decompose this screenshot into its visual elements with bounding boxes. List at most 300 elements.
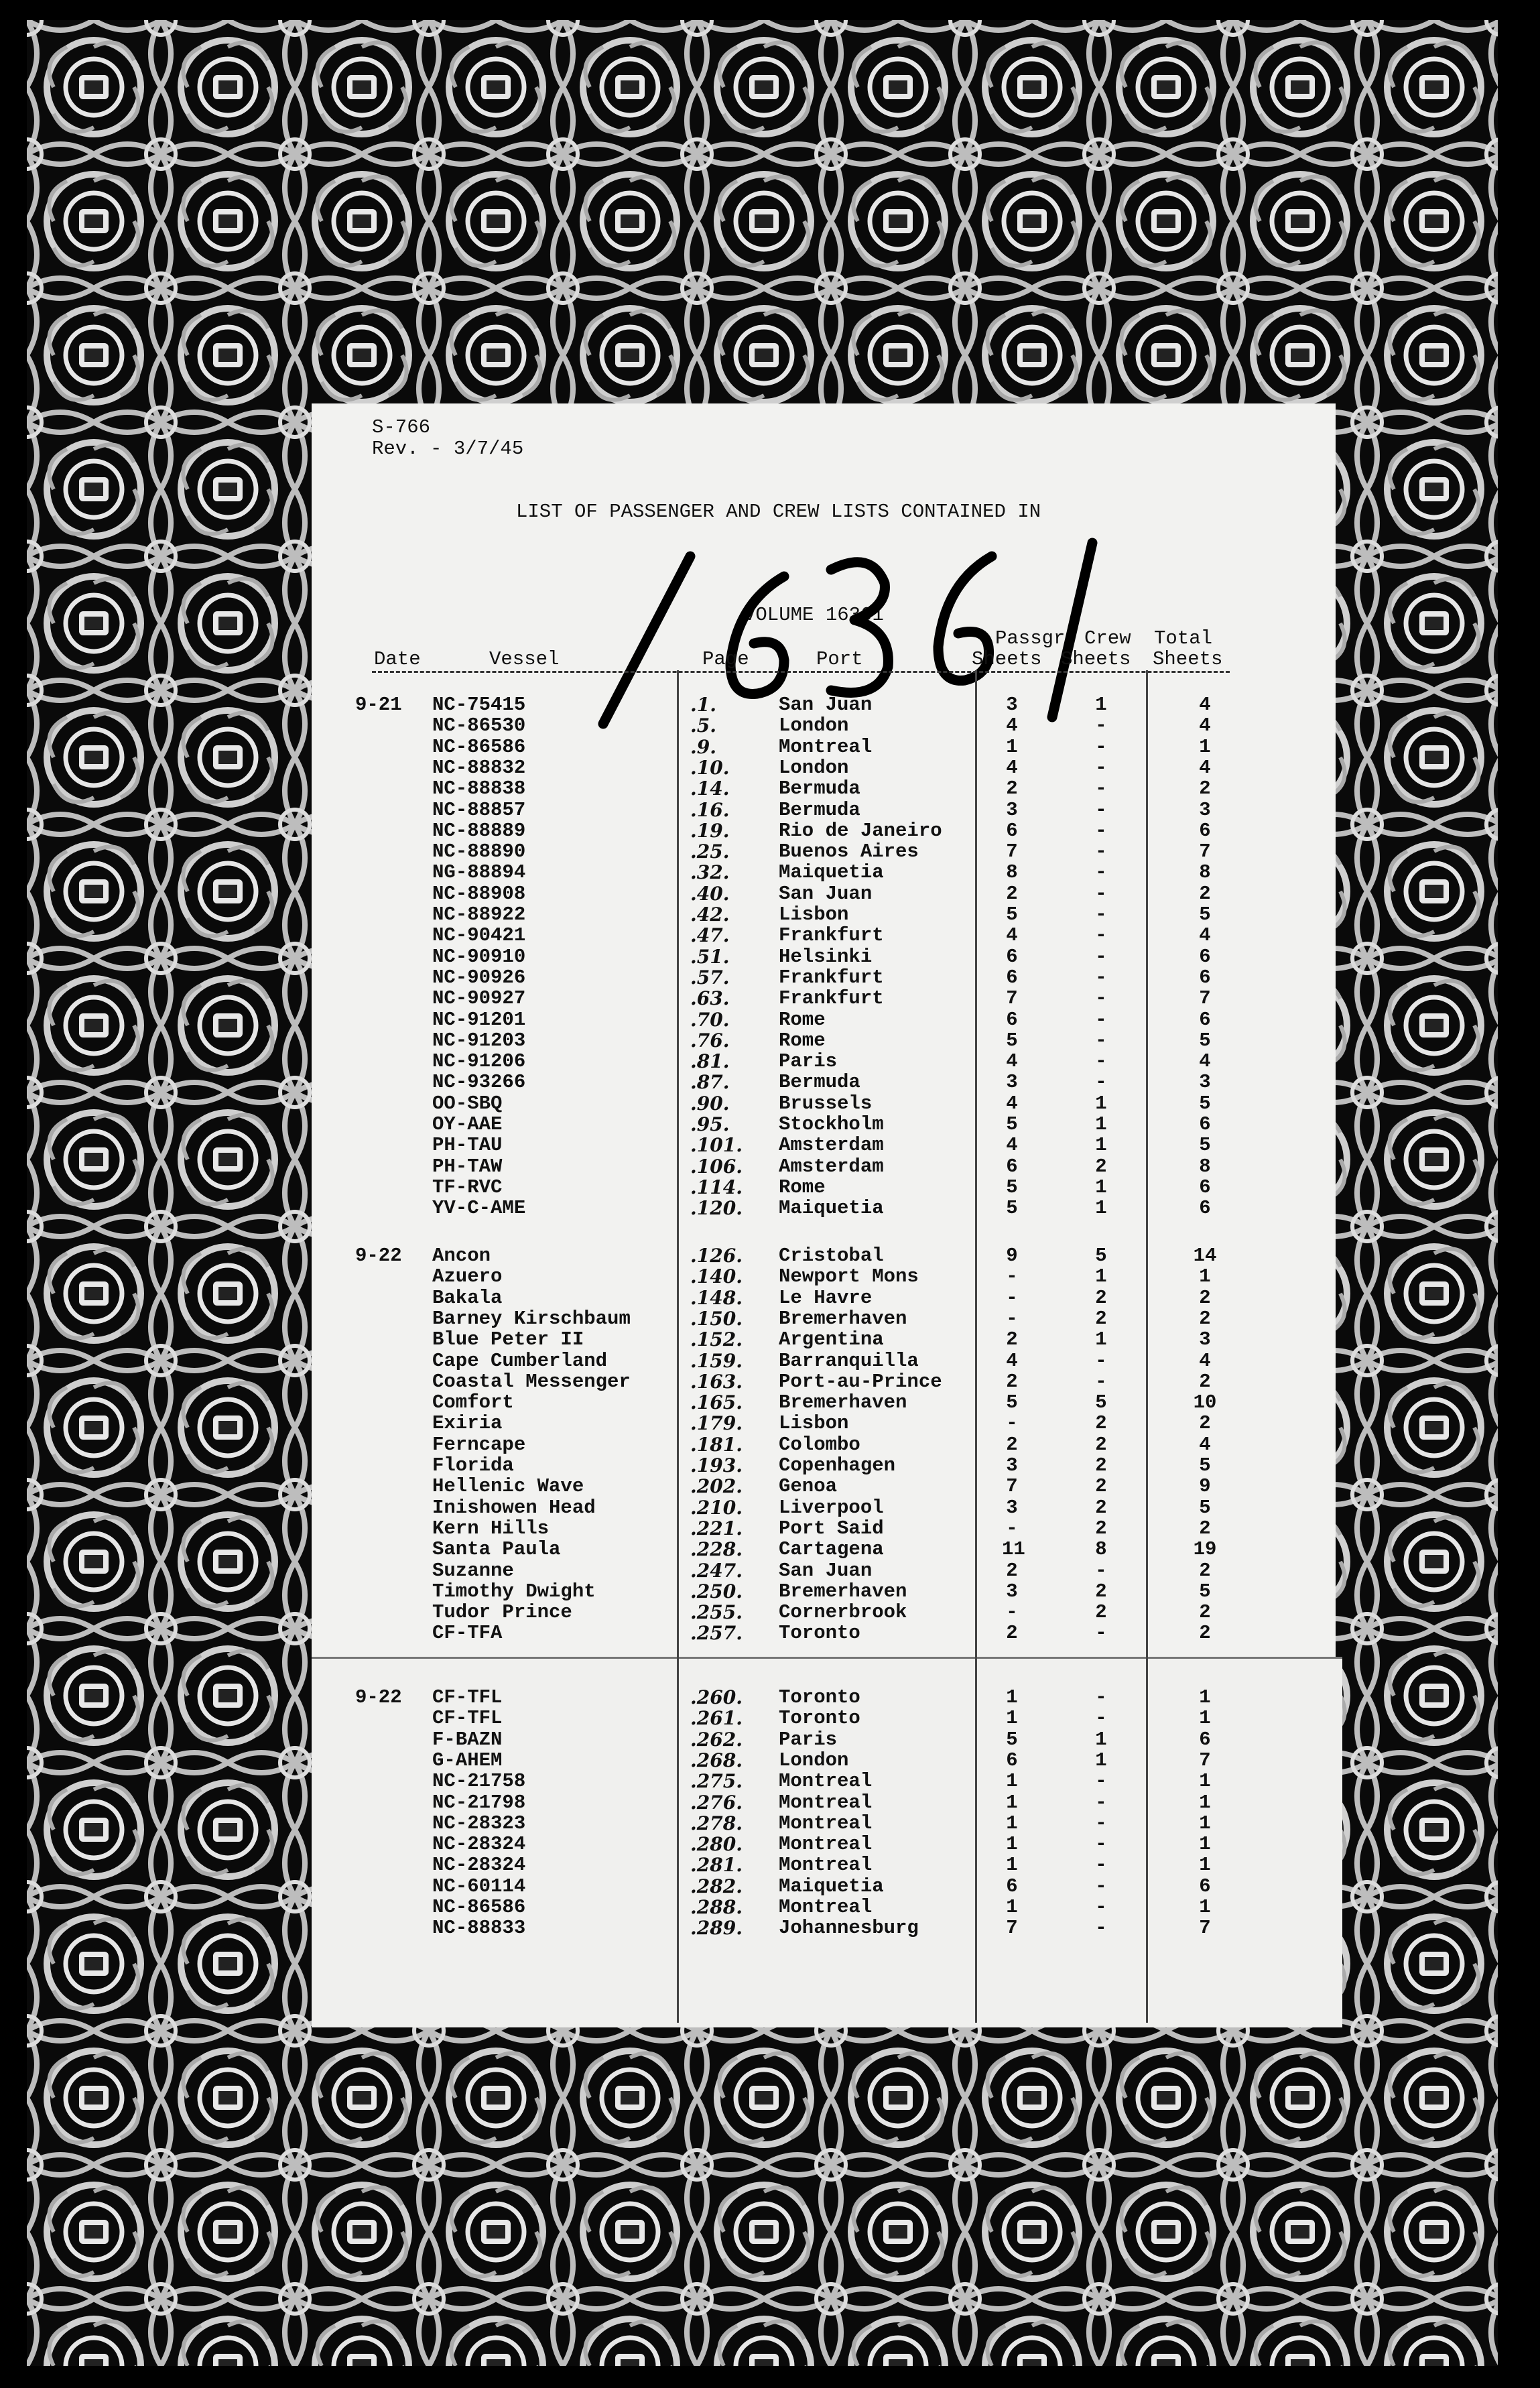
column-header-vessel: Vessel (489, 648, 560, 670)
page-number: .76. (690, 1029, 730, 1052)
vessel-name: NC-88908 (432, 882, 526, 905)
header-rule (372, 671, 1230, 673)
crew-sheets: 2 (1095, 1454, 1107, 1476)
page-number: .250. (690, 1580, 743, 1603)
page-number: .152. (690, 1328, 743, 1351)
crew-sheets: - (1095, 1770, 1107, 1793)
passenger-sheets: - (1006, 1307, 1018, 1330)
page-number: .210. (690, 1496, 743, 1519)
page-number: .260. (690, 1686, 743, 1708)
total-sheets: 2 (1199, 777, 1211, 800)
crew-sheets: - (1095, 1559, 1107, 1582)
table-row (0, 1113, 1211, 1135)
table-row (0, 1307, 1211, 1330)
vessel-name: NC-86586 (432, 1896, 526, 1918)
vessel-name: NC-90926 (432, 966, 526, 989)
page-number: .268. (690, 1749, 743, 1771)
page-number: .87. (690, 1071, 730, 1094)
table-row (0, 1265, 1211, 1288)
total-sheets: 5 (1199, 1092, 1211, 1115)
crew-sheets: - (1095, 861, 1107, 884)
vessel-name: PH-TAW (432, 1155, 503, 1178)
table-row (0, 1917, 1211, 1940)
table-row (0, 1245, 1217, 1267)
table-row (0, 1896, 1211, 1918)
table-row (0, 1559, 1211, 1582)
passenger-sheets: 7 (1006, 987, 1018, 1010)
total-sheets: 1 (1199, 1833, 1211, 1856)
passenger-sheets: 3 (1006, 798, 1018, 821)
table-row (0, 1349, 1211, 1372)
total-sheets: 4 (1199, 714, 1211, 737)
page-number: .47. (690, 924, 730, 947)
crew-sheets: - (1095, 987, 1107, 1010)
total-sheets: 1 (1199, 1896, 1211, 1918)
page-number: .25. (690, 840, 730, 863)
vessel-name: NC-91203 (432, 1029, 526, 1052)
port-name: Argentina (779, 1328, 884, 1351)
passenger-sheets: 1 (1006, 1707, 1018, 1730)
vessel-name: Kern Hills (432, 1517, 550, 1539)
page-number: .261. (690, 1707, 743, 1730)
page-number: .19. (690, 819, 730, 842)
table-row (0, 1092, 1211, 1115)
vessel-name: Barney Kirschbaum (432, 1307, 631, 1330)
crew-sheets: - (1095, 777, 1107, 800)
page-number: .1. (690, 694, 716, 716)
port-name: Johannesburg (779, 1917, 919, 1940)
passenger-sheets: 2 (1006, 1328, 1018, 1351)
table-row (0, 1707, 1211, 1730)
vessel-name: NC-88890 (432, 840, 526, 863)
crew-sheets: - (1095, 1791, 1107, 1814)
vessel-name: NC-28323 (432, 1812, 526, 1834)
table-row (0, 1433, 1211, 1456)
passenger-sheets: 1 (1006, 1896, 1018, 1918)
passenger-sheets: 3 (1006, 1071, 1018, 1094)
crew-sheets: 1 (1095, 1728, 1107, 1751)
vessel-name: NC-91201 (432, 1008, 526, 1031)
passenger-sheets: 2 (1006, 1370, 1018, 1393)
total-sheets: 7 (1199, 840, 1211, 863)
crew-sheets: 1 (1095, 694, 1107, 716)
table-row (0, 1580, 1211, 1603)
port-name: Paris (779, 1050, 838, 1073)
passenger-sheets: 3 (1006, 1580, 1018, 1603)
table-row (0, 1391, 1217, 1414)
total-sheets: 6 (1199, 819, 1211, 842)
port-name: Montreal (779, 735, 873, 758)
total-sheets: 7 (1199, 987, 1211, 1010)
column-header-total-bottom: Sheets (1153, 648, 1223, 670)
page-number: .42. (690, 903, 730, 926)
passenger-sheets: 3 (1006, 694, 1018, 716)
port-name: Le Havre (779, 1286, 873, 1309)
vessel-name: Azuero (432, 1265, 503, 1288)
page-number: .40. (690, 882, 730, 905)
passenger-sheets: 7 (1006, 1475, 1018, 1498)
total-sheets: 8 (1199, 1155, 1211, 1178)
table-row (0, 1854, 1211, 1877)
total-sheets: 6 (1199, 1197, 1211, 1220)
table-row (0, 1454, 1211, 1476)
crew-sheets: 1 (1095, 1265, 1107, 1288)
column-header-page: Page (702, 648, 749, 670)
passenger-sheets: 4 (1006, 924, 1018, 947)
crew-sheets: - (1095, 1854, 1107, 1877)
port-name: London (779, 756, 849, 779)
crew-sheets: - (1095, 1833, 1107, 1856)
crew-sheets: 2 (1095, 1286, 1107, 1309)
vessel-name: NC-90421 (432, 924, 526, 947)
port-name: Maiquetia (779, 1197, 884, 1220)
total-sheets: 2 (1199, 1307, 1211, 1330)
page-number: .257. (690, 1622, 743, 1645)
table-row (0, 1475, 1211, 1498)
row-date: 9-22 (355, 1686, 402, 1708)
crew-sheets: - (1095, 1812, 1107, 1834)
table-row (0, 1517, 1211, 1539)
column-header-passenger-top: Passgr (995, 627, 1066, 649)
vessel-name: G-AHEM (432, 1749, 503, 1771)
table-row (0, 1749, 1211, 1771)
column-header-port: Port (816, 648, 863, 670)
port-name: Rome (779, 1176, 826, 1198)
vessel-name: Ancon (432, 1245, 491, 1267)
page-number: .10. (690, 756, 730, 779)
vessel-name: NC-88857 (432, 798, 526, 821)
vessel-name: CF-TFL (432, 1686, 503, 1708)
total-sheets: 2 (1199, 1517, 1211, 1539)
vessel-name: TF-RVC (432, 1176, 503, 1198)
page-number: .288. (690, 1896, 743, 1918)
port-name: Bremerhaven (779, 1391, 907, 1414)
page-number: .140. (690, 1265, 743, 1288)
vessel-name: NC-88832 (432, 756, 526, 779)
vessel-name: Bakala (432, 1286, 503, 1309)
port-name: Toronto (779, 1707, 860, 1730)
total-sheets: 6 (1199, 1113, 1211, 1135)
passenger-sheets: 6 (1006, 945, 1018, 968)
port-name: Amsterdam (779, 1155, 884, 1178)
total-sheets: 1 (1199, 1791, 1211, 1814)
page-number: .14. (690, 777, 730, 800)
passenger-sheets: 1 (1006, 1854, 1018, 1877)
table-row (0, 714, 1211, 737)
crew-sheets: - (1095, 1896, 1107, 1918)
page-number: .281. (690, 1854, 743, 1877)
port-name: Bremerhaven (779, 1307, 907, 1330)
port-name: Cornerbrook (779, 1601, 907, 1624)
vessel-name: Blue Peter II (432, 1328, 584, 1351)
passenger-sheets: 4 (1006, 1050, 1018, 1073)
page-number: .276. (690, 1791, 743, 1814)
crew-sheets: 2 (1095, 1517, 1107, 1539)
passenger-sheets: 5 (1006, 1197, 1018, 1220)
passenger-sheets: 5 (1006, 1728, 1018, 1751)
vessel-name: CF-TFA (432, 1622, 503, 1645)
table-row (0, 1538, 1217, 1561)
passenger-sheets: 5 (1006, 903, 1018, 926)
revision-date: Rev. - 3/7/45 (372, 438, 524, 460)
total-sheets: 5 (1199, 1496, 1211, 1519)
vessel-name: F-BAZN (432, 1728, 503, 1751)
column-header-passenger-bottom: Sheets (972, 648, 1042, 670)
port-name: San Juan (779, 694, 873, 716)
total-sheets: 4 (1199, 1349, 1211, 1372)
passenger-sheets: 2 (1006, 1622, 1018, 1645)
table-row (0, 1029, 1211, 1052)
page-number: .280. (690, 1833, 743, 1856)
table-row (0, 1791, 1211, 1814)
table-row (0, 1833, 1211, 1856)
total-sheets: 4 (1199, 1433, 1211, 1456)
crew-sheets: - (1095, 1050, 1107, 1073)
crew-sheets: 2 (1095, 1601, 1107, 1624)
page-number: .9. (690, 735, 716, 758)
port-name: Toronto (779, 1622, 860, 1645)
total-sheets: 7 (1199, 1749, 1211, 1771)
passenger-sheets: 3 (1006, 1454, 1018, 1476)
crew-sheets: - (1095, 840, 1107, 863)
port-name: Montreal (779, 1791, 873, 1814)
table-row (0, 1050, 1211, 1073)
total-sheets: 2 (1199, 1370, 1211, 1393)
crew-sheets: 2 (1095, 1307, 1107, 1330)
page-number: .262. (690, 1728, 743, 1751)
vessel-name: NC-90910 (432, 945, 526, 968)
table-row (0, 945, 1211, 968)
page-number: .57. (690, 966, 730, 989)
crew-sheets: - (1095, 903, 1107, 926)
total-sheets: 1 (1199, 1686, 1211, 1708)
table-row (0, 694, 1211, 716)
port-name: London (779, 1749, 849, 1771)
vessel-name: NC-21798 (432, 1791, 526, 1814)
port-name: Rome (779, 1008, 826, 1031)
passenger-sheets: 4 (1006, 1134, 1018, 1157)
total-sheets: 2 (1199, 1412, 1211, 1435)
total-sheets: 9 (1199, 1475, 1211, 1498)
port-name: Lisbon (779, 903, 849, 926)
crew-sheets: - (1095, 714, 1107, 737)
vessel-name: OY-AAE (432, 1113, 503, 1135)
vessel-name: NC-91206 (432, 1050, 526, 1073)
table-row (0, 777, 1211, 800)
page-number: .126. (690, 1245, 743, 1267)
page-number: .51. (690, 945, 730, 968)
total-sheets: 2 (1199, 1286, 1211, 1309)
row-date: 9-21 (355, 694, 402, 716)
passenger-sheets: 4 (1006, 756, 1018, 779)
passenger-sheets: 1 (1006, 1791, 1018, 1814)
crew-sheets: - (1095, 1622, 1107, 1645)
passenger-sheets: 6 (1006, 1008, 1018, 1031)
vessel-name: Cape Cumberland (432, 1349, 608, 1372)
table-row (0, 1728, 1211, 1751)
crew-sheets: - (1095, 1029, 1107, 1052)
total-sheets: 5 (1199, 1454, 1211, 1476)
total-sheets: 3 (1199, 798, 1211, 821)
table-row (0, 735, 1211, 758)
total-sheets: 2 (1199, 1601, 1211, 1624)
table-row (0, 861, 1211, 884)
vessel-name: CF-TFL (432, 1707, 503, 1730)
port-name: Helsinki (779, 945, 873, 968)
total-sheets: 1 (1199, 735, 1211, 758)
port-name: Montreal (779, 1896, 873, 1918)
total-sheets: 19 (1193, 1538, 1217, 1561)
crew-sheets: - (1095, 924, 1107, 947)
crew-sheets: 1 (1095, 1092, 1107, 1115)
crew-sheets: 2 (1095, 1155, 1107, 1178)
vessel-name: NC-60114 (432, 1875, 526, 1897)
port-name: San Juan (779, 1559, 873, 1582)
page-number: .181. (690, 1433, 743, 1456)
port-name: Newport Mons (779, 1265, 919, 1288)
column-header-crew-top: Crew (1084, 627, 1131, 649)
vessel-name: NC-86586 (432, 735, 526, 758)
total-sheets: 10 (1193, 1391, 1217, 1414)
passenger-sheets: 1 (1006, 1833, 1018, 1856)
vessel-name: NC-86530 (432, 714, 526, 737)
total-sheets: 6 (1199, 1875, 1211, 1897)
total-sheets: 14 (1193, 1245, 1217, 1267)
page-number: .179. (690, 1412, 743, 1435)
passenger-sheets: - (1006, 1412, 1018, 1435)
vessel-name: NC-75415 (432, 694, 526, 716)
port-name: Frankfurt (779, 924, 884, 947)
vessel-name: Suzanne (432, 1559, 514, 1582)
passenger-sheets: 8 (1006, 861, 1018, 884)
port-name: Copenhagen (779, 1454, 896, 1476)
vessel-name: OO-SBQ (432, 1092, 503, 1115)
table-row (0, 1622, 1211, 1645)
port-name: Maiquetia (779, 861, 884, 884)
total-sheets: 2 (1199, 882, 1211, 905)
total-sheets: 1 (1199, 1812, 1211, 1834)
passenger-sheets: 3 (1006, 1496, 1018, 1519)
port-name: Port Said (779, 1517, 884, 1539)
total-sheets: 6 (1199, 1008, 1211, 1031)
page-number: .32. (690, 861, 730, 884)
vessel-name: NC-90927 (432, 987, 526, 1010)
total-sheets: 6 (1199, 945, 1211, 968)
port-name: Maiquetia (779, 1875, 884, 1897)
crew-sheets: 2 (1095, 1580, 1107, 1603)
page-number: .228. (690, 1538, 743, 1561)
crew-sheets: 1 (1095, 1113, 1107, 1135)
total-sheets: 4 (1199, 694, 1211, 716)
table-row (0, 1008, 1211, 1031)
vessel-name: NC-28324 (432, 1854, 526, 1877)
column-rule (1146, 670, 1148, 2023)
crew-sheets: 1 (1095, 1749, 1107, 1771)
page-number: .165. (690, 1391, 743, 1414)
crew-sheets: - (1095, 1707, 1107, 1730)
passenger-sheets: 6 (1006, 1155, 1018, 1178)
page-number: .275. (690, 1770, 743, 1793)
port-name: San Juan (779, 882, 873, 905)
total-sheets: 2 (1199, 1559, 1211, 1582)
form-number: S-766 (372, 416, 431, 438)
crew-sheets: - (1095, 1071, 1107, 1094)
crew-sheets: - (1095, 756, 1107, 779)
vessel-name: NC-21758 (432, 1770, 526, 1793)
page-number: .95. (690, 1113, 730, 1135)
passenger-sheets: 7 (1006, 840, 1018, 863)
total-sheets: 4 (1199, 756, 1211, 779)
passenger-sheets: - (1006, 1286, 1018, 1309)
passenger-sheets: 1 (1006, 735, 1018, 758)
crew-sheets: 1 (1095, 1176, 1107, 1198)
page-number: .247. (690, 1559, 743, 1582)
total-sheets: 5 (1199, 1134, 1211, 1157)
row-date: 9-22 (355, 1245, 402, 1267)
passenger-sheets: 5 (1006, 1113, 1018, 1135)
volume-label: VOLUME 16361 (744, 604, 884, 626)
port-name: Frankfurt (779, 966, 884, 989)
passenger-sheets: 2 (1006, 1559, 1018, 1582)
passenger-sheets: 5 (1006, 1029, 1018, 1052)
total-sheets: 1 (1199, 1265, 1211, 1288)
passenger-sheets: - (1006, 1265, 1018, 1288)
table-row (0, 1875, 1211, 1897)
page-number: .114. (690, 1176, 743, 1198)
vessel-name: Coastal Messenger (432, 1370, 631, 1393)
port-name: Stockholm (779, 1113, 884, 1135)
crew-sheets: 5 (1095, 1245, 1107, 1267)
table-row (0, 840, 1211, 863)
vessel-name: Florida (432, 1454, 514, 1476)
passenger-sheets: 6 (1006, 1875, 1018, 1897)
passenger-sheets: 4 (1006, 714, 1018, 737)
passenger-sheets: 11 (1002, 1538, 1025, 1561)
passenger-sheets: 2 (1006, 882, 1018, 905)
crew-sheets: - (1095, 735, 1107, 758)
table-row (0, 1770, 1211, 1793)
port-name: Bermuda (779, 1071, 860, 1094)
column-header-total-top: Total (1154, 627, 1213, 649)
total-sheets: 1 (1199, 1707, 1211, 1730)
crew-sheets: - (1095, 819, 1107, 842)
port-name: Colombo (779, 1433, 860, 1456)
table-row (0, 819, 1211, 842)
port-name: Lisbon (779, 1412, 849, 1435)
page-number: .101. (690, 1134, 743, 1157)
column-header-crew-bottom: Sheets (1061, 648, 1131, 670)
table-row (0, 1328, 1211, 1351)
passenger-sheets: 1 (1006, 1686, 1018, 1708)
crew-sheets: - (1095, 1875, 1107, 1897)
page-number: .221. (690, 1517, 743, 1539)
port-name: London (779, 714, 849, 737)
passenger-sheets: - (1006, 1517, 1018, 1539)
port-name: Amsterdam (779, 1134, 884, 1157)
vessel-name: Comfort (432, 1391, 514, 1414)
page-number: .120. (690, 1197, 743, 1220)
crew-sheets: 2 (1095, 1412, 1107, 1435)
total-sheets: 6 (1199, 1176, 1211, 1198)
vessel-name: NC-93266 (432, 1071, 526, 1094)
table-row (0, 798, 1211, 821)
passenger-sheets: 9 (1006, 1245, 1018, 1267)
table-row (0, 1197, 1211, 1220)
crew-sheets: - (1095, 798, 1107, 821)
total-sheets: 2 (1199, 1622, 1211, 1645)
port-name: Barranquilla (779, 1349, 919, 1372)
table-row (0, 903, 1211, 926)
